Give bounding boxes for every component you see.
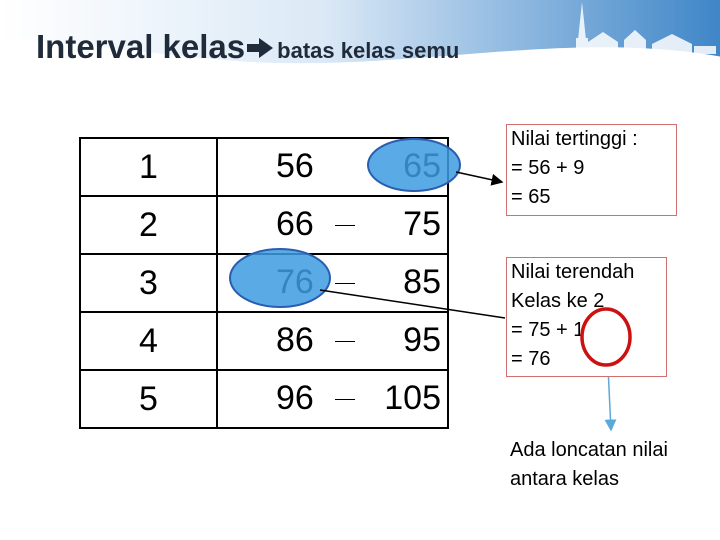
highlight-ellipse-76 xyxy=(230,249,330,307)
connector-to-lowest-box xyxy=(320,290,505,318)
arrow-to-highest-box xyxy=(456,172,502,182)
class-number: 5 xyxy=(80,370,217,428)
upper-limit: 85 xyxy=(403,263,441,301)
title-sub: batas kelas semu xyxy=(277,38,460,63)
lower-limit: 96 xyxy=(276,379,314,417)
lower-limit: 86 xyxy=(276,321,314,359)
lower-limit: 66 xyxy=(276,205,314,243)
title-main: Interval kelas xyxy=(36,28,246,65)
lowest-line-2: Kelas ke 2 xyxy=(511,290,605,312)
class-number: 2 xyxy=(80,196,217,254)
jump-note xyxy=(510,436,668,494)
lowest-line-3: = 75 + 1 xyxy=(511,319,585,341)
class-number: 1 xyxy=(80,138,217,196)
class-number: 3 xyxy=(80,254,217,312)
class-number: 4 xyxy=(80,312,217,370)
lower-limit: 56 xyxy=(276,147,314,185)
highest-line-3: = 65 xyxy=(511,186,551,208)
highlight-ellipse-65 xyxy=(368,139,460,191)
note-line-2: antara kelas xyxy=(510,468,619,490)
lowest-value-box xyxy=(506,257,667,377)
upper-limit: 105 xyxy=(384,379,441,417)
highest-line-1: Nilai tertinggi : xyxy=(511,128,638,150)
upper-limit: 95 xyxy=(403,321,441,359)
highest-value-box xyxy=(506,124,677,216)
note-line-1: Ada loncatan nilai xyxy=(510,439,668,461)
lowest-line-4: = 76 xyxy=(511,348,551,370)
highest-line-2: = 56 + 9 xyxy=(511,157,585,179)
upper-limit: 75 xyxy=(403,205,441,243)
lowest-line-1: Nilai terendah xyxy=(511,261,635,283)
